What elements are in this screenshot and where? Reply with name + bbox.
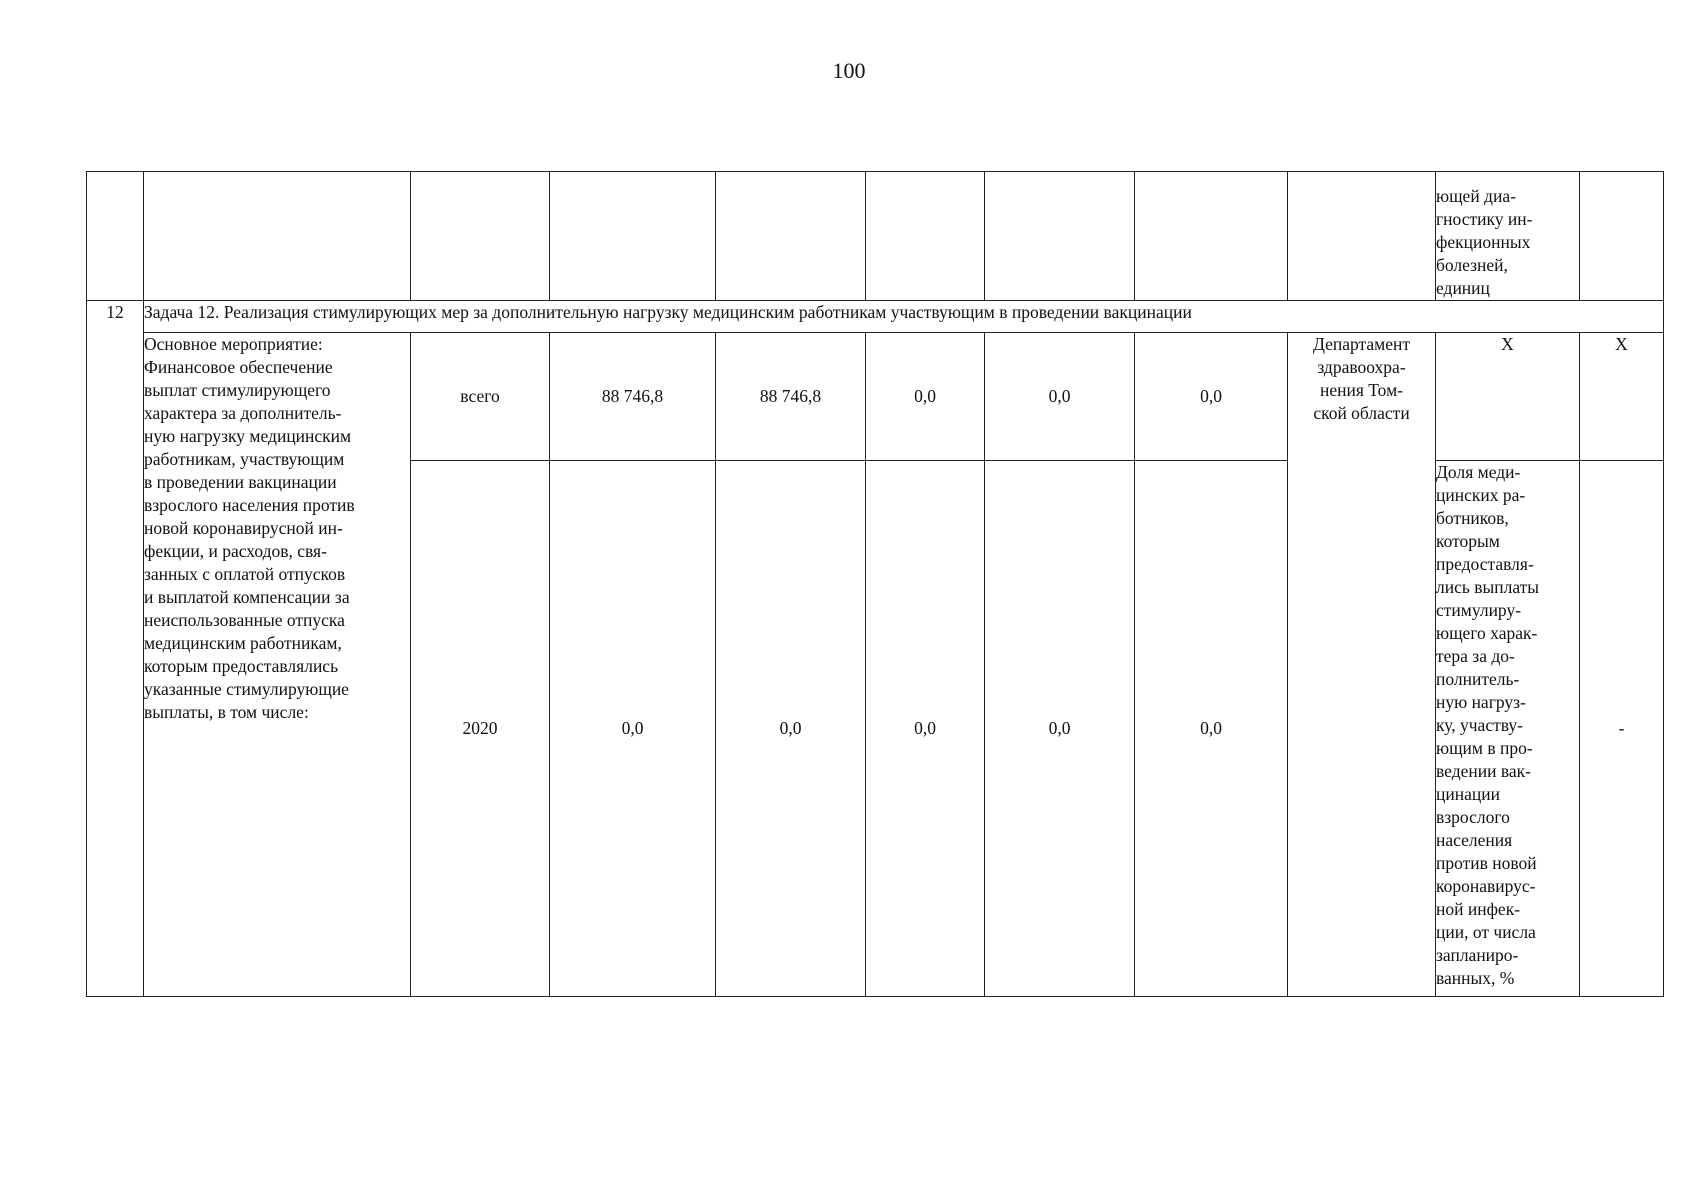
amount-col2: 88 746,8 (716, 333, 866, 461)
amount-col2: 0,0 (716, 461, 866, 997)
table-cell (550, 172, 716, 301)
table-cell (144, 172, 411, 301)
amount-col4: 0,0 (985, 333, 1135, 461)
table-cell (866, 172, 985, 301)
table-cell (87, 172, 144, 301)
task-row (87, 301, 1664, 333)
amount-col5: 0,0 (1135, 333, 1288, 461)
amount-col4: 0,0 (985, 461, 1135, 997)
table-row-continued (87, 172, 1664, 301)
program-table (86, 171, 1664, 997)
table-cell (1288, 172, 1436, 301)
amount-col3: 0,0 (866, 333, 985, 461)
table-cell (716, 172, 866, 301)
page-number: 100 (832, 58, 866, 83)
amount-total: 88 746,8 (550, 333, 716, 461)
amount-col5: 0,0 (1135, 461, 1288, 997)
indicator-cell: Доля меди- цинских ра- ботников, которым предоставля- лись выплаты стимулиру- ющего харак- тера за до- полнитель- ную нагруз- ку, участву- ющим в про- ведении вак- цинации взрослого населения против новой коронавирус- ной инфек- ции, от числа запланиро- ванных, % (1436, 461, 1580, 997)
period-cell: всего (411, 333, 550, 461)
indicator-value: Х (1580, 333, 1664, 461)
table-cell (411, 172, 550, 301)
period-cell: 2020 (411, 461, 550, 997)
executor-cell: Департамент здравоохра- нения Том- ской области (1288, 333, 1436, 997)
amount-total: 0,0 (550, 461, 716, 997)
table-cell (1580, 172, 1664, 301)
task-title: Задача 12. Реализация стимулирующих мер за дополнительную нагрузку медицинским работникам участвующим в проведении вакцинации (144, 301, 1664, 333)
indicator-value: - (1580, 461, 1664, 997)
table-cell (985, 172, 1135, 301)
table-cell (1135, 172, 1288, 301)
measure-description: Основное мероприятие: Финансовое обеспечение выплат стимулирующего характера за дополнитель- ную нагрузку медицинским работникам, участвующим в проведении вакцинации взрослого населения против новой коронавирусной ин- фекции, и расходов, свя- занных с оплатой отпусков и выплатой компенсации за неиспользованные отпуска медицинским работникам, которым предоставлялись указанные стимулирующие выплаты, в том числе: (144, 333, 411, 997)
amount-col3: 0,0 (866, 461, 985, 997)
table-row-total (87, 333, 1664, 461)
indicator-tail: ющей диа- гностику ин- фекционных болезней, единиц (1436, 172, 1580, 301)
task-number: 12 (87, 301, 144, 997)
indicator-cell: Х (1436, 333, 1580, 461)
